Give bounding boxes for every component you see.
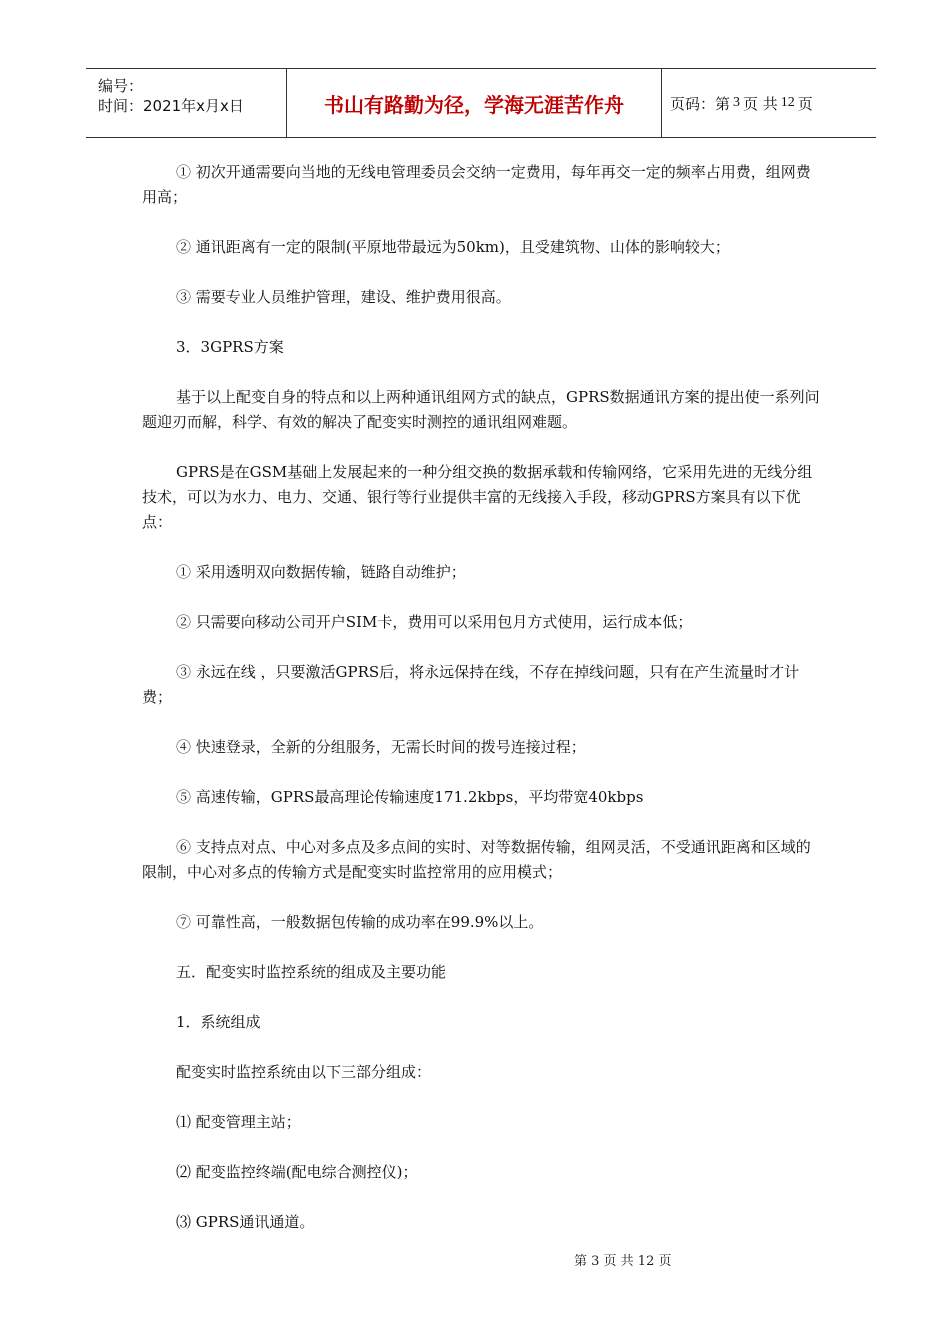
paragraph: 配变实时监控系统由以下三部分组成： (176, 1063, 432, 1081)
header-motto: 书山有路勤为径，学海无涯苦作舟 (286, 69, 662, 137)
paragraph: ④ 快速登录，全新的分组服务，无需长时间的拨号连接过程； (176, 738, 586, 756)
section-heading: 五．配变实时监控系统的组成及主要功能 (176, 963, 447, 981)
paragraph: ② 只需要向移动公司开户SIM卡，费用可以采用包月方式使用，运行成本低； (176, 613, 693, 631)
paragraph: ① 初次开通需要向当地的无线电管理委员会交纳一定费用，每年再交一定的频率占用费，组网费用高； (142, 163, 811, 206)
document-body (142, 160, 822, 1235)
page-header (86, 68, 876, 138)
page-prefix: 页码：第 (670, 94, 731, 113)
paragraph: GPRS是在GSM基础上发展起来的一种分组交换的数据承载和传输网络，它采用先进的无线分组技术，可以为水力、电力、交通、银行等行业提供丰富的无线接入手段，移动GPRS方案具有以下优点： (142, 463, 813, 531)
paragraph: ② 通讯距离有一定的限制(平原地带最远为50km)，且受建筑物、山体的影响较大； (176, 238, 730, 256)
header-meta (86, 69, 286, 137)
paragraph: 基于以上配变自身的特点和以上两种通讯组网方式的缺点，GPRS数据通讯方案的提出使一系列问题迎刃而解，科学、有效的解决了配变实时测控的通讯组网难题。 (142, 388, 820, 431)
section-heading: 1．系统组成 (176, 1013, 261, 1031)
paragraph: ⑵ 配变监控终端(配电综合测控仪)； (176, 1163, 418, 1181)
page-mid: 页 共 (743, 94, 778, 113)
section-heading: 3．3GPRS方案 (176, 338, 284, 356)
paragraph: ① 采用透明双向数据传输，链路自动维护； (176, 563, 466, 581)
paragraph: ⑴ 配变管理主站； (176, 1113, 301, 1131)
paragraph: ⑦ 可靠性高，一般数据包传输的成功率在99.9%以上。 (176, 913, 544, 931)
doc-number-label: 编号： (98, 77, 144, 95)
paragraph: ⑶ GPRS通讯通道。 (176, 1213, 315, 1231)
paragraph: ③ 永远在线 ，只要激活GPRS后，将永远保持在线，不存在掉线问题，只有在产生流量时才计费； (142, 663, 800, 706)
page-number: 3 (733, 95, 741, 110)
page-total: 12 (780, 95, 795, 110)
paragraph: ⑥ 支持点对点、中心对多点及多点间的实时、对等数据传输，组网灵活，不受通讯距离和区域的限制，中心对多点的传输方式是配变实时监控常用的应用模式； (142, 838, 811, 881)
paragraph: ③ 需要专业人员维护管理，建设、维护费用很高。 (176, 288, 511, 306)
paragraph: ⑤ 高速传输，GPRS最高理论传输速度171.2kbps，平均带宽40kbps (176, 788, 644, 806)
doc-time-label: 时间：2021年x月x日 (98, 97, 244, 115)
header-page-info (662, 69, 876, 137)
page-footer: 第 3 页 共 12 页 (574, 1254, 672, 1269)
page-suffix: 页 (797, 94, 813, 113)
